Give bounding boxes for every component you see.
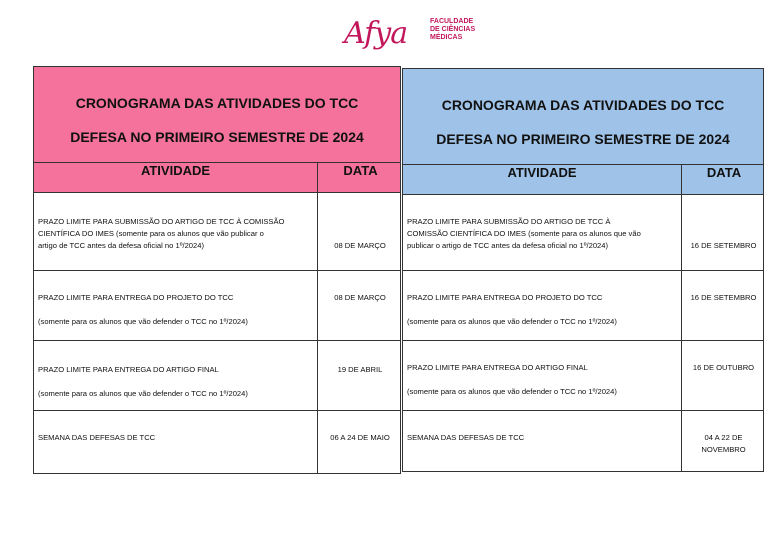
activity-text: artigo de TCC antes da defesa oficial no 1º/2024) (38, 241, 205, 250)
activity-text: PRAZO LIMITE PARA ENTREGA DO ARTIGO FINAL (407, 363, 588, 372)
table-title-line1: CRONOGRAMA DAS ATIVIDADES DO TCC (441, 97, 725, 113)
column-header-activity: ATIVIDADE (507, 165, 577, 180)
activity-text: (somente para os alunos que vão defender o TCC no 1º/2024) (407, 317, 617, 326)
activity-text: PRAZO LIMITE PARA ENTREGA DO ARTIGO FINAL (38, 365, 219, 374)
activity-cell (403, 341, 681, 410)
table-row (403, 341, 763, 411)
logo-subtitle-line: MÉDICAS (430, 34, 463, 41)
activity-cell (34, 193, 317, 270)
column-headers (403, 165, 763, 195)
table-row (403, 411, 763, 471)
activity-text: PRAZO LIMITE PARA SUBMISSÃO DO ARTIGO DE TCC À COMISSÃO (38, 217, 285, 226)
activity-text: publicar o artigo de TCC antes da defesa oficial no 1º/2024) (407, 241, 609, 250)
schedule-table-pink (33, 66, 401, 474)
activity-text: CIENTÍFICA DO IMES (somente para os alunos que vão publicar o (38, 229, 264, 238)
table-title (403, 69, 763, 165)
activity-text: PRAZO LIMITE PARA SUBMISSÃO DO ARTIGO DE TCC À (407, 217, 611, 226)
activity-cell (34, 271, 317, 340)
date-cell: 19 DE ABRIL (317, 341, 402, 410)
date-cell: 16 DE OUTUBRO (681, 341, 765, 410)
column-header-date: DATA (681, 165, 766, 194)
table-row (403, 271, 763, 341)
logo-subtitle-line: DE CIÊNCIAS (430, 26, 476, 33)
activity-text: COMISSÃO CIENTÍFICA DO IMES (somente para os alunos que vão (407, 229, 641, 238)
column-header-activity: ATIVIDADE (140, 163, 211, 178)
table-title (34, 67, 400, 163)
activity-text: SEMANA DAS DEFESAS DE TCC (407, 433, 525, 442)
activity-text: (somente para os alunos que vão defender o TCC no 1º/2024) (38, 389, 248, 398)
activity-cell (34, 411, 317, 473)
logo-wordmark: Afya (344, 16, 408, 51)
table-row (403, 195, 763, 271)
activity-cell (403, 271, 681, 340)
date-text: NOVEMBRO (701, 445, 746, 454)
column-header-date: DATA (317, 163, 403, 192)
activity-text: (somente para os alunos que vão defender o TCC no 1º/2024) (38, 317, 248, 326)
activity-text: PRAZO LIMITE PARA ENTREGA DO PROJETO DO TCC (407, 293, 603, 302)
activity-text: SEMANA DAS DEFESAS DE TCC (38, 433, 156, 442)
date-cell: 06 A 24 DE MAIO (317, 411, 402, 473)
table-row (34, 271, 400, 341)
date-cell: 08 DE MARÇO (317, 271, 402, 340)
date-text: 04 A 22 DE (704, 433, 743, 442)
table-row (34, 411, 400, 473)
table-row (34, 341, 400, 411)
logo-subtitle (430, 18, 500, 42)
column-headers (34, 163, 400, 193)
logo-subtitle-line: FACULDADE (430, 18, 474, 25)
table-row (34, 193, 400, 271)
table-title-line2: DEFESA NO PRIMEIRO SEMESTRE DE 2024 (436, 131, 730, 147)
date-cell: 16 DE SETEMBRO (681, 271, 765, 340)
activity-cell (403, 195, 681, 270)
activity-cell (34, 341, 317, 410)
schedule-table-blue (402, 68, 764, 472)
date-cell: 16 DE SETEMBRO (681, 195, 765, 270)
date-cell (681, 411, 765, 471)
date-cell: 08 DE MARÇO (317, 193, 402, 270)
activity-text: (somente para os alunos que vão defender o TCC no 1º/2024) (407, 387, 617, 396)
table-title-line2: DEFESA NO PRIMEIRO SEMESTRE DE 2024 (70, 129, 364, 145)
activity-cell (403, 411, 681, 471)
table-title-line1: CRONOGRAMA DAS ATIVIDADES DO TCC (75, 95, 359, 111)
activity-text: PRAZO LIMITE PARA ENTREGA DO PROJETO DO TCC (38, 293, 234, 302)
